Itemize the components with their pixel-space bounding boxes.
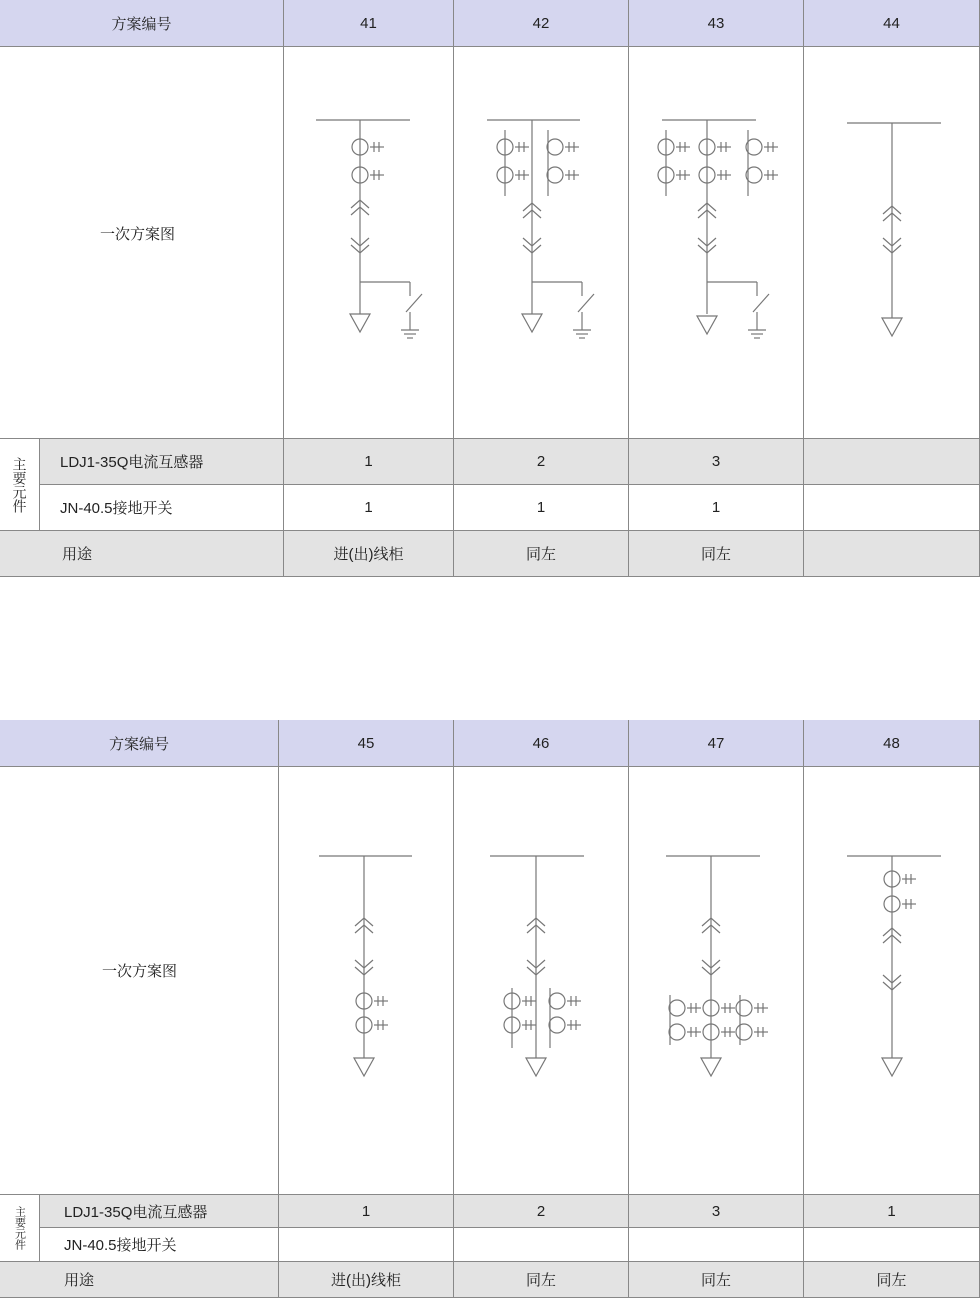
usage-value: 进(出)线柜: [284, 531, 454, 577]
component-name-ct: LDJ1-35Q电流互感器: [40, 439, 284, 485]
earthing-switch-blade: [753, 294, 769, 312]
current-transformer-icon: [736, 1000, 752, 1016]
cable-terminal-icon: [882, 1058, 902, 1076]
components-group-label: 主要元件: [0, 439, 40, 531]
component-value: 3: [629, 439, 804, 485]
scheme-number-43: 43: [629, 0, 804, 47]
usage-value: 同左: [804, 1262, 980, 1298]
scheme-number-47: 47: [629, 720, 804, 767]
components-group-label: 主要元件: [0, 1195, 40, 1262]
scheme-number-42: 42: [454, 0, 629, 47]
usage-value: 同左: [454, 1262, 629, 1298]
scheme-number-46: 46: [454, 720, 629, 767]
cable-terminal-icon: [701, 1058, 721, 1076]
usage-value: 进(出)线柜: [279, 1262, 454, 1298]
current-transformer-icon: [669, 1000, 685, 1016]
component-value: 1: [629, 485, 804, 531]
diagram-label: 一次方案图: [0, 47, 284, 439]
scheme-number-44: 44: [804, 0, 980, 47]
earthing-switch-blade: [406, 294, 422, 312]
cable-terminal-icon: [354, 1058, 374, 1076]
current-transformer-icon: [547, 139, 563, 155]
usage-value: 同左: [629, 1262, 804, 1298]
header-label: 方案编号: [0, 720, 279, 767]
current-transformer-icon: [736, 1024, 752, 1040]
component-name-es: JN-40.5接地开关: [40, 485, 284, 531]
component-name-es: JN-40.5接地开关: [40, 1228, 279, 1262]
component-name-ct: LDJ1-35Q电流互感器: [40, 1195, 279, 1228]
component-value: 1: [279, 1195, 454, 1228]
component-value: 3: [629, 1195, 804, 1228]
earthing-switch-blade: [578, 294, 594, 312]
usage-label: 用途: [0, 1262, 279, 1298]
usage-value: 同左: [454, 531, 629, 577]
current-transformer-icon: [549, 993, 565, 1009]
cable-terminal-icon: [350, 314, 370, 332]
current-transformer-icon: [549, 1017, 565, 1033]
scheme-number-48: 48: [804, 720, 980, 767]
usage-value: 同左: [629, 531, 804, 577]
component-value: 2: [454, 439, 629, 485]
cable-terminal-icon: [697, 316, 717, 334]
component-value: 1: [284, 485, 454, 531]
usage-label: 用途: [0, 531, 284, 577]
cable-terminal-icon: [526, 1058, 546, 1076]
component-value: 2: [454, 1195, 629, 1228]
component-value: 1: [804, 1195, 980, 1228]
current-transformer-icon: [547, 167, 563, 183]
current-transformer-icon: [669, 1024, 685, 1040]
scheme-number-41: 41: [284, 0, 454, 47]
cable-terminal-icon: [882, 318, 902, 336]
diagram-label: 一次方案图: [0, 767, 279, 1195]
scheme-number-45: 45: [279, 720, 454, 767]
component-value: 1: [284, 439, 454, 485]
component-value: 1: [454, 485, 629, 531]
cable-terminal-icon: [522, 314, 542, 332]
header-label: 方案编号: [0, 0, 284, 47]
